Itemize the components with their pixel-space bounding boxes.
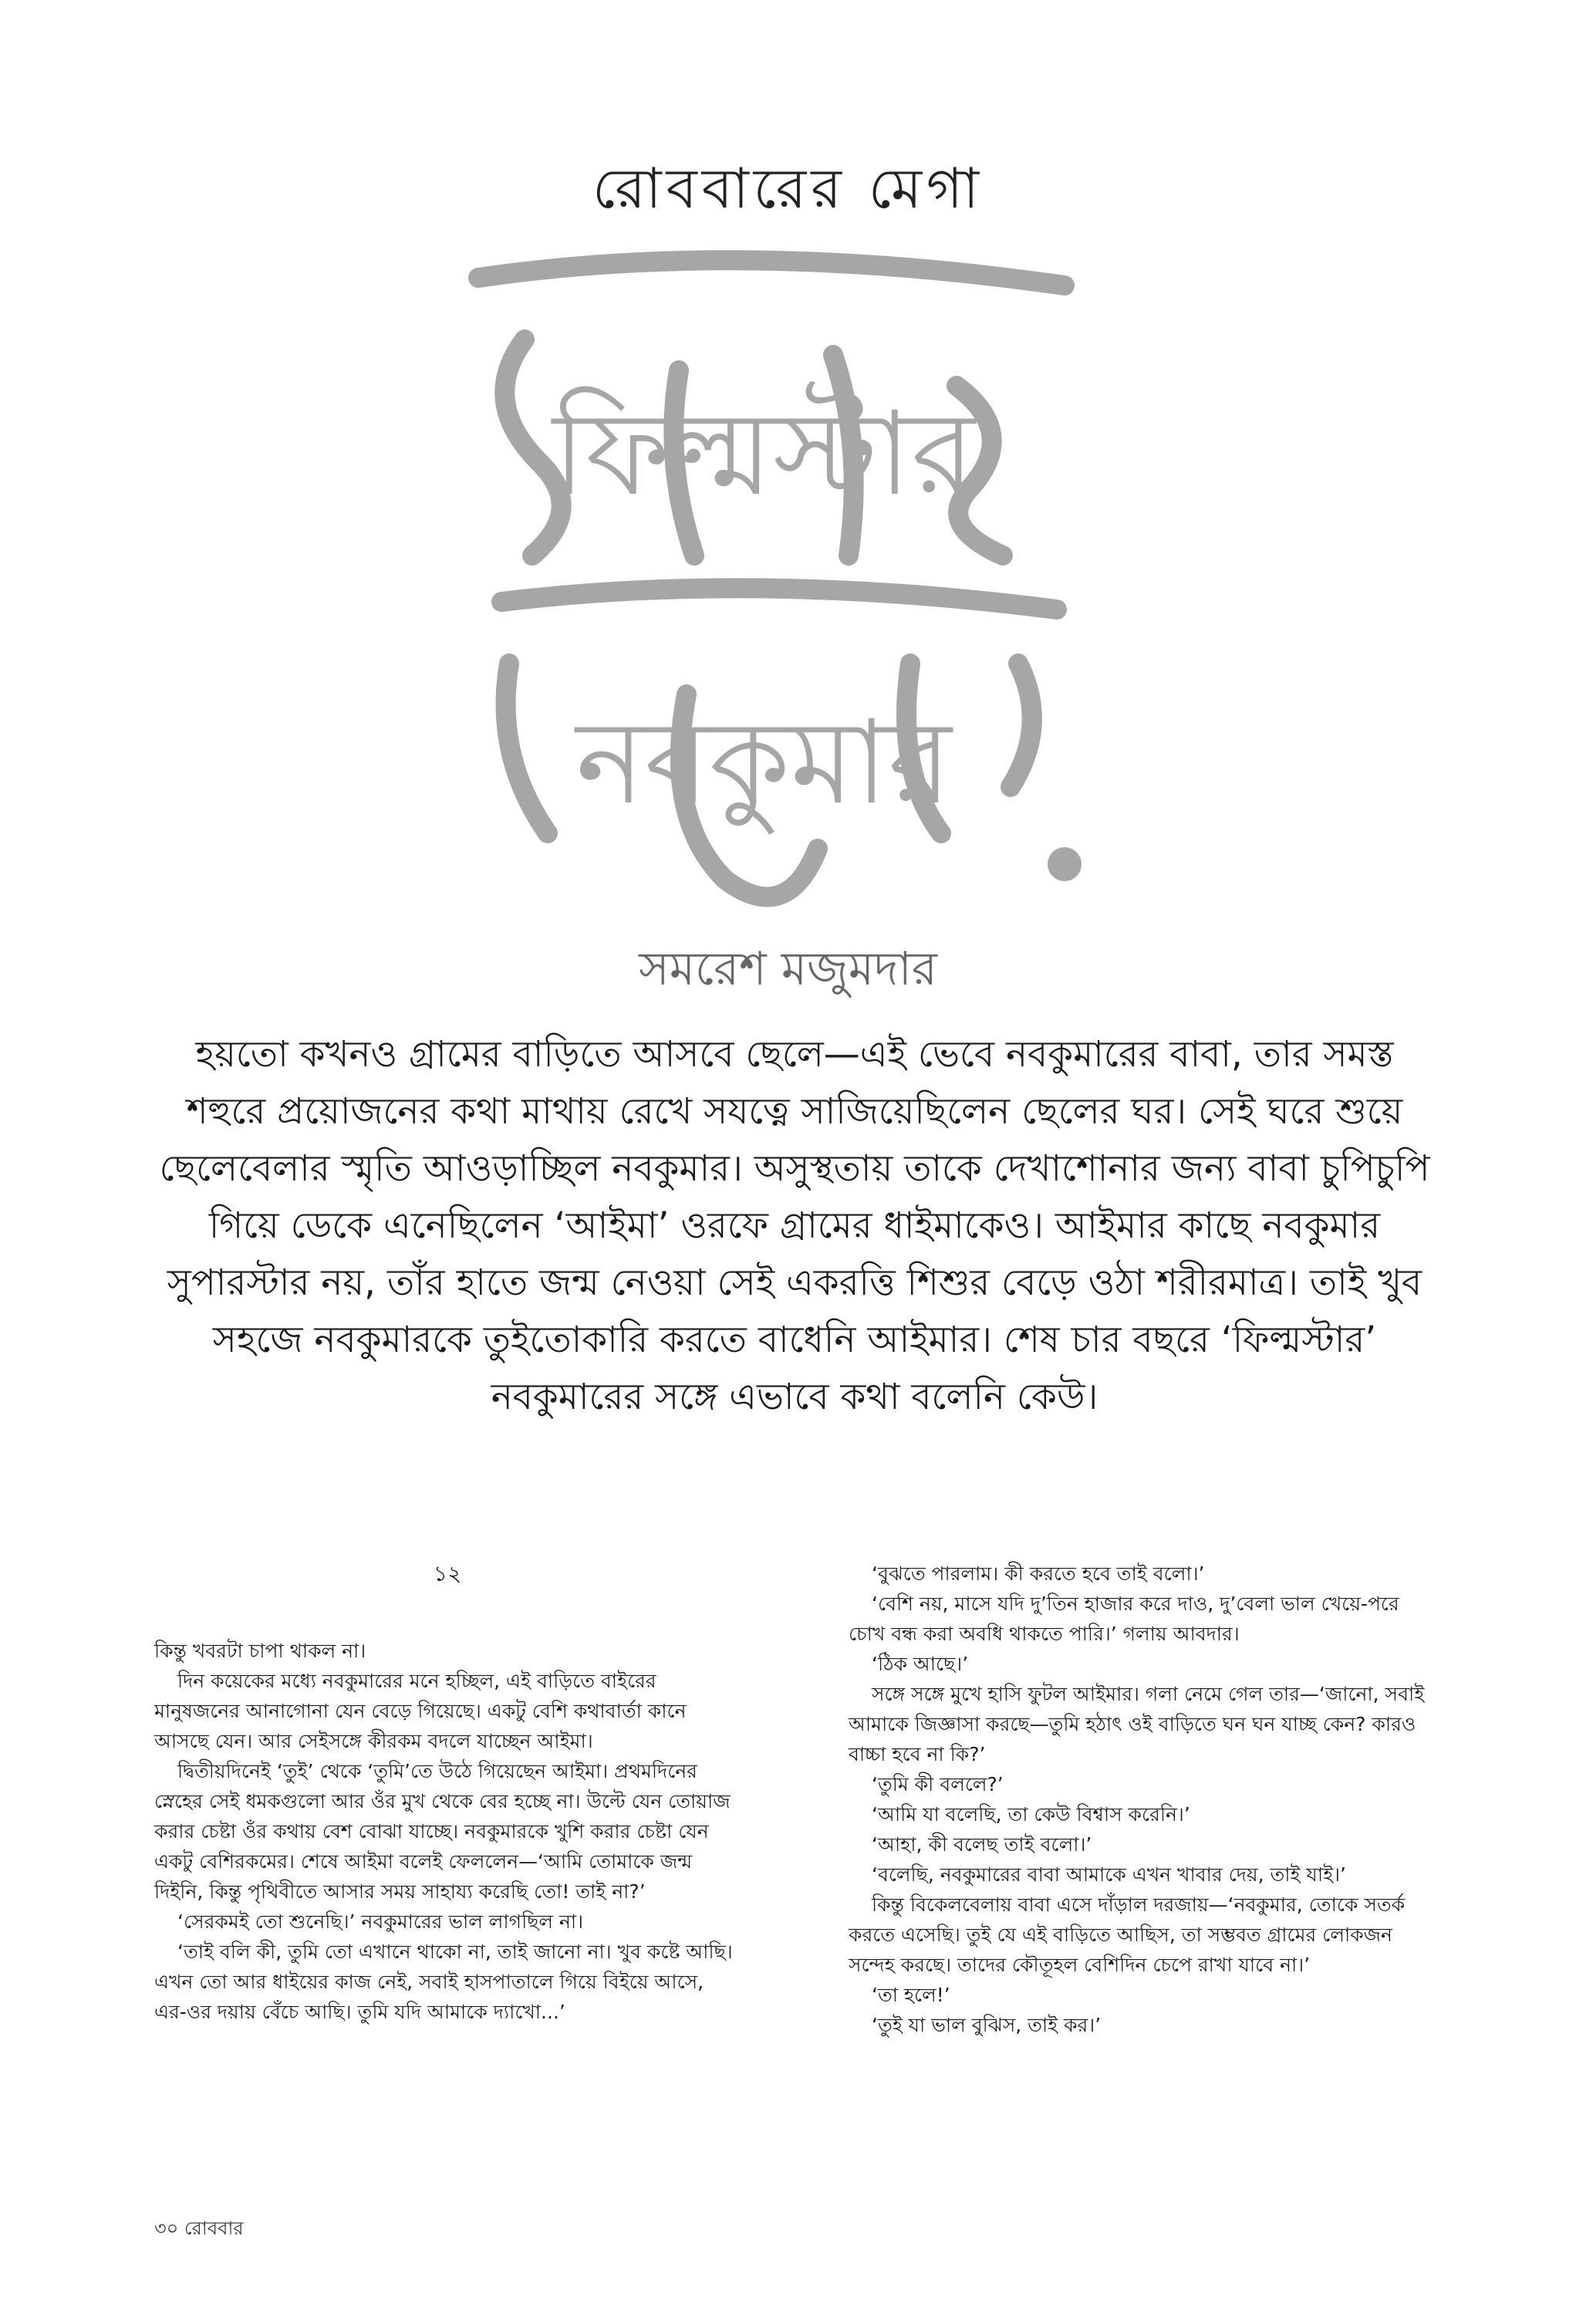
page-folio: ৩০ রোববার bbox=[154, 2218, 244, 2239]
paragraph: ‘তাই বলি কী, তুমি তো এখানে থাকো না, তাই জানো না। খুব কষ্টে আছি। এখন তো আর ধাইয়ের কাজ নেই, সবাই হাসপাতালে গিয়ে বিইয়ে আসে, এর-ওর দয়ায় বেঁচে আছি। তুমি যদি আমাকে দ্যাখো...’ bbox=[154, 1941, 733, 2023]
section-kicker: রোববারের মেগা bbox=[592, 156, 984, 221]
title-glyph-stroke bbox=[1011, 664, 1032, 787]
paragraph: ‘তুই যা ভাল বুঝিস, তাই কর।’ bbox=[872, 2014, 1102, 2036]
paragraph: ‘সেরকমই তো শুনেছি।’ নবকুমারের ভাল লাগছিল না। bbox=[177, 1910, 584, 1933]
right-column bbox=[849, 1559, 1435, 2040]
title-art bbox=[432, 231, 1095, 926]
left-column bbox=[154, 1559, 741, 2027]
paragraph: ‘তা হলে!’ bbox=[872, 1984, 950, 2006]
paragraph: ‘বুঝতে পারলাম। কী করতে হবে তাই বলো।’ bbox=[872, 1562, 1205, 1585]
paragraph: কিন্তু খবরটা চাপা থাকল না। bbox=[154, 1640, 366, 1662]
paragraph: ‘বেশি নয়, মাসে যদি দু’তিন হাজার করে দাও, দু’বেলা ভাল খেয়ে-পরে চোখ বন্ধ করা অবধি থাকতে পারি।’ গলায় আবদার। bbox=[849, 1593, 1399, 1645]
title-dot bbox=[1048, 847, 1082, 881]
paragraph: দ্বিতীয়দিনেই ‘তুই’ থেকে ‘তুমি’তে উঠে গিয়েছেন আইমা। প্রথমদিনের স্নেহের সেই ধমকগুলো আর ওঁর মুখ থেকে বের হচ্ছে না। উল্টে যেন তোয়াজ করার চেষ্টা ওঁর কথায় বেশ বোঝা যাচ্ছে। নবকুমারকে খুশি করার চেষ্টা যেন একটু বেশিরকমের। শেষে আইমা বলেই ফেললেন—‘আমি তোমাকে জন্ম দিইনি, কিন্তু পৃথিবীতে আসার সময় সাহায্য করেছি তো! তাই না?’ bbox=[154, 1760, 731, 1903]
paragraph: ‘তুমি কী বললে?’ bbox=[872, 1773, 1004, 1795]
paragraph: ‘ঠিক আছে।’ bbox=[872, 1653, 969, 1675]
title-headline-stroke-2 bbox=[501, 588, 1057, 610]
title-headline-stroke-1 bbox=[478, 260, 1065, 285]
author-byline: সমরেশ মজুমদার bbox=[639, 942, 937, 996]
paragraph: ‘আহা, কী বলেছ তাই বলো।’ bbox=[872, 1833, 1092, 1856]
title-line-1: ফিল্মস্টার bbox=[552, 387, 975, 522]
chapter-number: ১২ bbox=[433, 1561, 462, 1586]
story-columns bbox=[154, 1559, 1435, 2222]
paragraph: কিন্তু বিকেলবেলায় বাবা এসে দাঁড়াল দরজায়—‘নবকুমার, তোকে সতর্ক করতে এসেছি। তুই যে এই বাড়িতে আছিস, তা সম্ভবত গ্রামের লোকজন সন্দেহ করছে। তাদের কৌতূহল বেশিদিন চেপে রাখা যাবে না।’ bbox=[849, 1893, 1406, 1976]
intro-paragraph: হয়তো কখনও গ্রামের বাড়িতে আসবে ছেলে—এই ভেবে নবকুমারের বাবা, তার সমস্ত শহুরে প্রয়োজনের কথা মাথায় রেখে সযত্নে সাজিয়েছিলেন ছেলের ঘর। সেই ঘরে শুয়ে ছেলেবেলার স্মৃতি আওড়াচ্ছিল নবকুমার। অসুস্থতায় তাকে দেখাশোনার জন্য বাবা চুপিচুপি গিয়ে ডেকে এনেছিলেন ‘আইমা’ ওরফে গ্রামের ধাইমাকেও। আইমার কাছে নবকুমার সুপারস্টার নয়, তাঁর হাতে জন্ম নেওয়া সেই একরত্তি শিশুর বেড়ে ওঠা শরীরমাত্র। তাই খুব সহজে নবকুমারকে তুইতোকারি করতে বাধেনি আইমার। শেষ চার বছরে ‘ফিল্মস্টার’ নবকুমারের সঙ্গে এভাবে কথা বলেনি কেউ। bbox=[159, 1033, 1430, 1418]
title-line-2: নবকুমার bbox=[575, 696, 952, 830]
paragraph: সঙ্গে সঙ্গে মুখে হাসি ফুটল আইমার। গলা নেমে গেল তার—‘জানো, সবাই আমাকে জিজ্ঞাসা করছে—তুমি হঠাৎ ওই বাড়িতে ঘন ঘন যাচ্ছ কেন? কারও বাচ্চা হবে না কি?’ bbox=[849, 1683, 1425, 1765]
paragraph: দিন কয়েকের মধ্যে নবকুমারের মনে হচ্ছিল, এই বাড়িতে বাইরের মানুষজনের আনাগোনা যেন বেড়ে গিয়েছে। একটু বেশি কথাবার্তা কানে আসছে যেন। আর সেইসঙ্গে কীরকম বদলে যাচ্ছেন আইমা। bbox=[154, 1670, 687, 1752]
paragraph: ‘বলেছি, নবকুমারের বাবা আমাকে এখন খাবার দেয়, তাই যাই।’ bbox=[872, 1863, 1346, 1886]
title-glyph-stroke bbox=[506, 664, 548, 833]
paragraph: ‘আমি যা বলেছি, তা কেউ বিশ্বাস করেনি।’ bbox=[872, 1803, 1190, 1826]
